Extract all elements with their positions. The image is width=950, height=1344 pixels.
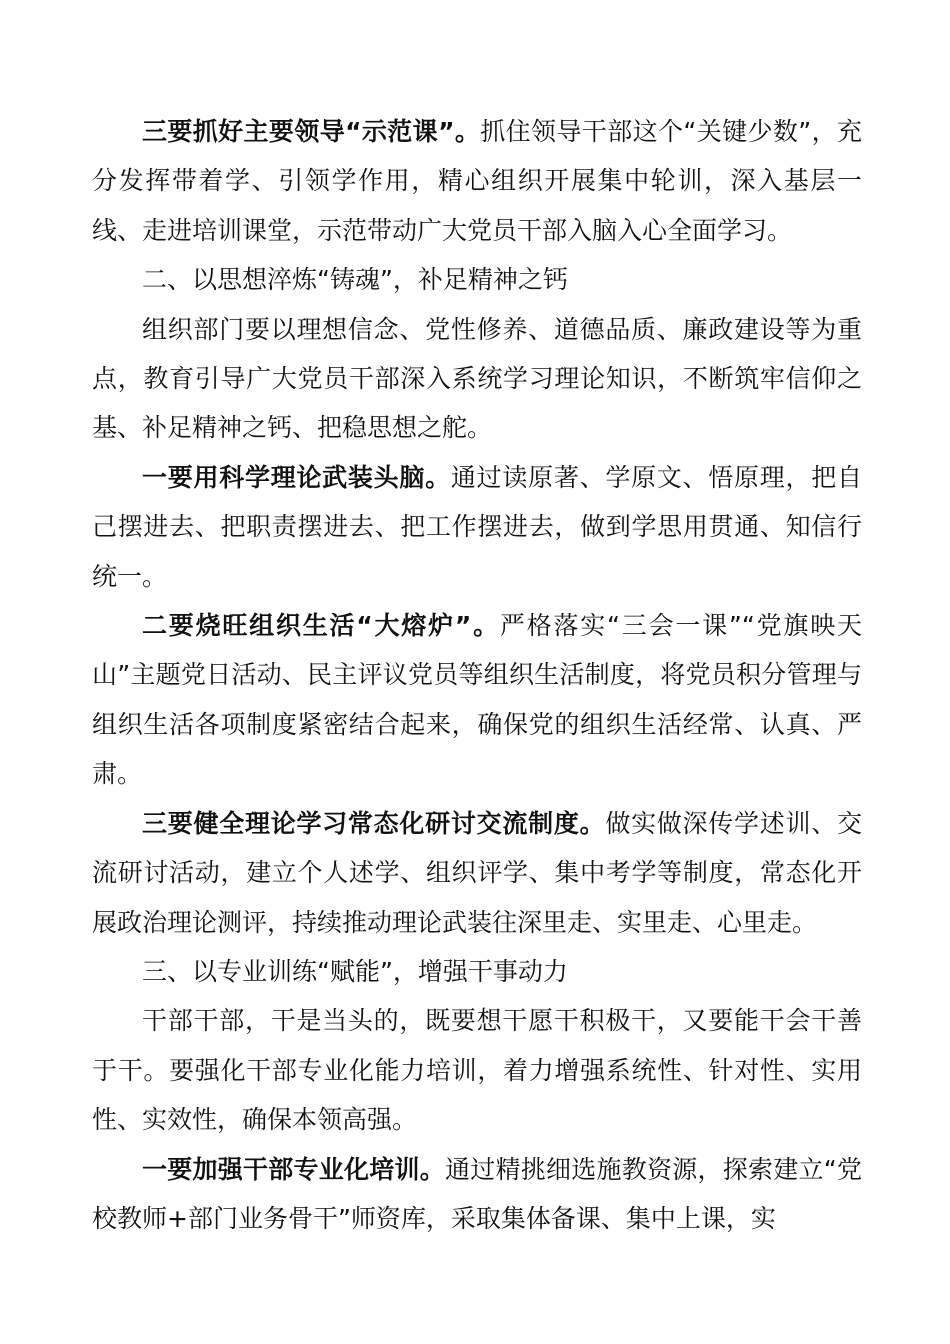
item-text: 严格落实“三会一课”“党旗映天山”主题党日活动、民主评议党员等组织生活制度，将党员积分管理与组织生活各项制度紧密结合起来，确保党的组织生活经常、认真、严肃。 bbox=[92, 611, 862, 789]
item-text: 通过读原著、学原文、悟原理，把自己摆进去、把职责摆进去、把工作摆进去，做到学思用贯通、知信行统一。 bbox=[92, 462, 862, 591]
item-text: 抓住领导干部这个“关键少数”，充分发挥带着学、引领学作用，精心组织开展集中轮训，深入基层一线、走进培训课堂，示范带动广大党员干部入脑入心全面学习。 bbox=[92, 117, 862, 245]
item-lead: 三要抓好主要领导“示范课”。 bbox=[142, 117, 481, 146]
item-lead: 三要健全理论学习常态化研讨交流制度。 bbox=[142, 808, 606, 838]
item-paragraph bbox=[92, 453, 862, 601]
item-paragraph bbox=[92, 601, 862, 799]
section-heading: 三、以专业训练“赋能”，增强干事动力 bbox=[142, 956, 568, 986]
item-text: 做实做深传学述训、交流研讨活动，建立个人述学、组织评学、集中考学等制度，常态化开展政治理论测评，持续推动理论武装往深里走、实里走、心里走。 bbox=[92, 808, 862, 937]
item-paragraph bbox=[92, 107, 862, 255]
item-paragraph bbox=[92, 1145, 862, 1244]
body-paragraph: 组织部门要以理想信念、党性修养、道德品质、廉政建设等为重点，教育引导广大党员干部深入系统学习理论知识，不断筑牢信仰之基、补足精神之钙、把稳思想之舵。 bbox=[92, 314, 862, 443]
item-lead: 一要用科学理论武装头脑。 bbox=[142, 462, 451, 492]
body-paragraph: 干部干部，干是当头的，既要想干愿干积极干，又要能干会干善于干。要强化干部专业化能力培训，着力增强系统性、针对性、实用性、实效性，确保本领高强。 bbox=[92, 1006, 862, 1135]
document-body bbox=[92, 107, 862, 1243]
section-heading: 二、以思想淬炼“铸魂”，补足精神之钙 bbox=[142, 265, 568, 295]
item-lead: 二要烧旺组织生活“大熔炉”。 bbox=[142, 611, 500, 641]
item-text: 通过精挑细选施教资源，探索建立“党校教师+部门业务骨干”师资库，采取集体备课、集中上课，实 bbox=[92, 1154, 862, 1233]
item-lead: 一要加强干部专业化培训。 bbox=[142, 1154, 446, 1184]
item-paragraph bbox=[92, 799, 862, 947]
